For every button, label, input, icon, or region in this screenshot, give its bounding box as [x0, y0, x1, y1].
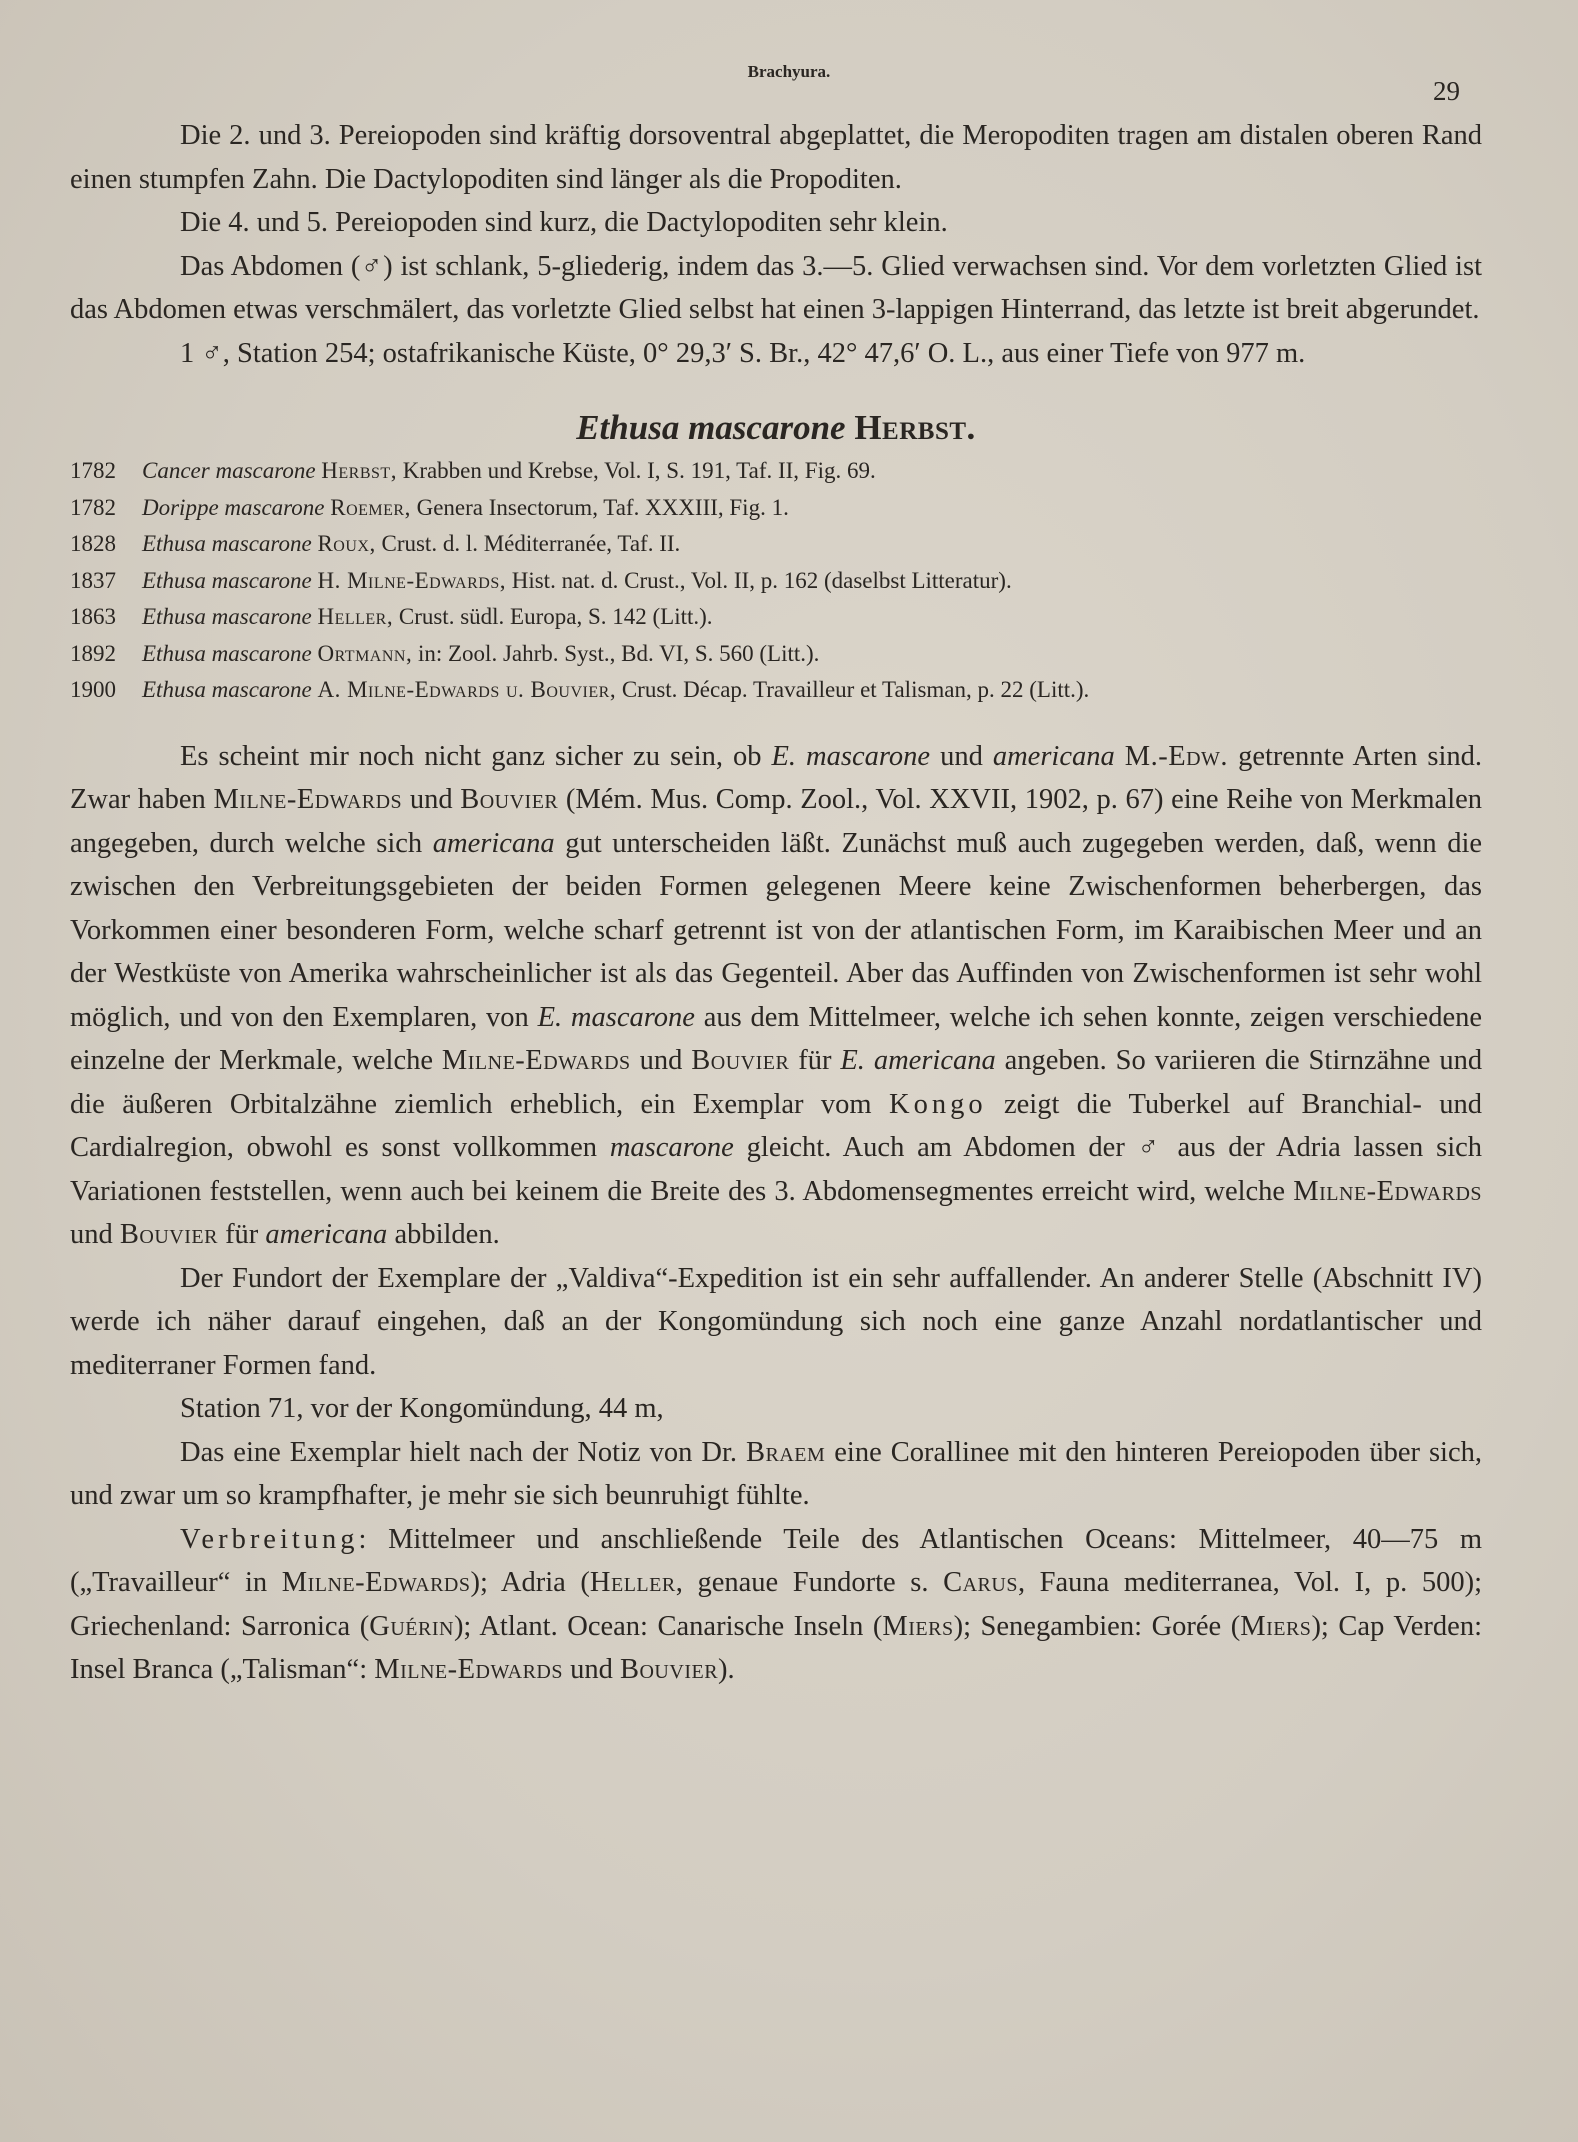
synonym-author: Roemer, — [330, 494, 411, 520]
taxon-name: mascarone — [609, 1132, 734, 1163]
text-run: zeigt die Tuberkel auf Branchial- und Cardialregion, obwohl es sonst vollkommen — [70, 1088, 1482, 1163]
text-run: angeben. So variieren die Stirnzähne und die äußeren Orbitalzähne ziemlich erheblich, ein Exemplar vom — [70, 1045, 1483, 1120]
synonym-name: Ethusa mascarone — [142, 567, 312, 593]
synonym-year: 1900 — [70, 677, 116, 702]
synonym-name: Cancer mascarone — [142, 458, 316, 483]
text-run: (Mém. Mus. Comp. Zool., Vol. XXVII, 1902, p. 67) eine Reihe von Merkmalen angegeben, durch welche sich — [70, 784, 1483, 859]
author-name: Milne-Edwards — [281, 1567, 471, 1598]
text-run: und — [570, 1654, 613, 1685]
taxon-name: E. mascarone — [537, 1001, 695, 1033]
synonym-author: Herbst, — [321, 458, 397, 483]
paragraph-verbreitung — [70, 1518, 1482, 1692]
text-run: gleicht. Auch am Abdomen der ♂ aus der Adria lassen sich Variationen feststellen, wenn auch bei keinem die Breite des 3. Abdomensegmentes erreicht wird, welche — [70, 1132, 1483, 1207]
paragraph-fundort: Der Fundort der Exemplare der „Valdiva“-Expedition ist ein sehr auffallender. An anderer Stelle (Abschnitt IV) werde ich näher darauf eingehen, daß an der Kongomündung sich noch eine ganze Anzahl nordatlantischer und mediterraner Formen fand. — [70, 1262, 1482, 1381]
page-content — [70, 114, 1482, 1692]
section-label: Verbreitung — [180, 1523, 359, 1555]
synonym-year: 1892 — [70, 640, 116, 666]
synonym-entry — [70, 453, 1482, 490]
text-run: ); Cap Verden: Insel Branca („Talisman“: — [70, 1610, 1482, 1685]
taxon-name: E. mascarone — [771, 740, 931, 772]
synonym-reference: Hist. nat. d. Crust., Vol. II, p. 162 (daselbst Litteratur). — [511, 567, 1012, 593]
author-name: Braem — [745, 1436, 826, 1468]
text-run: ); Atlant. Ocean: Canarische Inseln ( — [453, 1610, 883, 1642]
synonym-year: 1837 — [70, 567, 116, 593]
synonym-name: Ethusa mascarone — [142, 531, 312, 556]
taxon-name: E. americana — [840, 1045, 996, 1076]
synonym-name: Dorippe mascarone — [142, 494, 325, 520]
synonym-reference: Crust. d. l. Méditerranée, Taf. II. — [381, 531, 681, 556]
text-run: : Mittelmeer und anschließende Teile des Atlantischen Oceans: Mittelmeer, 40—75 m („Travailleur“ in — [70, 1523, 1482, 1598]
taxon-name: americana — [265, 1219, 388, 1250]
author-name: Guérin — [369, 1610, 454, 1642]
species-name: Ethusa mascarone — [576, 408, 846, 447]
synonymy-list — [70, 453, 1482, 709]
synonym-year: 1782 — [70, 458, 116, 483]
author-name: Bouvier — [619, 1654, 719, 1685]
author-name: Bouvier — [691, 1045, 790, 1076]
synonym-entry — [70, 599, 1482, 636]
page-number: 29 — [1433, 76, 1460, 106]
taxon-name: americana — [432, 827, 555, 859]
synonym-author: A. Milne-Edwards u. Bouvier, — [317, 677, 617, 702]
synonym-year: 1782 — [70, 494, 116, 520]
paragraph-discussion — [70, 735, 1482, 1257]
text-run: und — [940, 740, 983, 772]
text-run: ); Adria ( — [470, 1567, 590, 1598]
text-run: Es scheint mir noch nicht ganz sicher zu sein, ob — [180, 740, 762, 772]
text-run: und — [70, 1219, 113, 1250]
synonym-name: Ethusa mascarone — [142, 604, 312, 629]
paragraph-pereiopoden-2-3: Die 2. und 3. Pereiopoden sind kräftig dorsoventral abgeplattet, die Meropoditen tragen am distalen oberen Rand einen stumpfen Zahn. Die Dactylopoditen sind länger als die Propoditen. — [70, 120, 1482, 195]
synonym-author: Ortmann, — [317, 640, 413, 666]
text-run: und — [639, 1045, 683, 1076]
synonym-author: H. Milne-Edwards, — [317, 567, 506, 593]
synonym-name: Ethusa mascarone — [142, 640, 312, 666]
synonym-year: 1863 — [70, 604, 116, 629]
text-run: , Fauna mediterranea, Vol. I, p. 500); Griechenland: Sarronica ( — [70, 1567, 1483, 1642]
synonym-reference: in: Zool. Jahrb. Syst., Bd. VI, S. 560 (Litt.). — [417, 640, 820, 666]
author-name: Bouvier — [119, 1219, 218, 1250]
species-heading — [70, 405, 1482, 451]
text-run: aus dem Mittelmeer, welche ich sehen konnte, zeigen verschiedene einzelne der Merkmale, welche — [70, 1001, 1483, 1076]
synonym-entry — [70, 526, 1482, 563]
text-run: abbilden. — [394, 1219, 500, 1250]
author-name: M.-Edw. — [1124, 740, 1229, 772]
author-name: Milne-Edwards — [213, 784, 403, 815]
synonym-entry — [70, 636, 1482, 673]
text-run: getrennte Arten sind. Zwar haben — [70, 740, 1483, 815]
text-run: Das eine Exemplar hielt nach der Notiz von Dr. — [180, 1436, 737, 1468]
text-run: gut unterscheiden läßt. Zunächst muß auch zugegeben werden, daß, wenn die zwischen den Verbreitungsgebieten der beiden Formen gelegenen Meere keine Zwischenformen beherbergen, das Vorkommen einer besonderen Form, welche scharf getrennt ist von der atlantischen Form, im Karaibischen Meer und an der Westküste von Amerika wahrscheinlicher ist als das Gegenteil. Aber das Auffinden von Zwischenformen ist sehr wohl möglich, und von den Exemplaren, von — [70, 827, 1483, 1033]
author-name: Milne-Edwards — [441, 1045, 631, 1076]
text-run: und — [409, 784, 453, 815]
text-run: ). — [718, 1654, 735, 1685]
synonym-entry — [70, 490, 1482, 527]
synonym-author: Roux, — [317, 531, 376, 556]
synonym-reference: Krabben und Krebse, Vol. I, S. 191, Taf. II, Fig. 69. — [402, 458, 876, 483]
paragraph-pereiopoden-4-5: Die 4. und 5. Pereiopoden sind kurz, die Dactylopoditen sehr klein. — [180, 207, 948, 238]
paragraph-exemplar-notiz — [70, 1431, 1482, 1518]
running-head: Brachyura. — [747, 62, 831, 81]
synonym-year: 1828 — [70, 531, 116, 556]
paragraph-abdomen: Das Abdomen (♂) ist schlank, 5-gliederig, indem das 3.—5. Glied verwachsen sind. Vor dem vorletzten Glied ist das Abdomen etwas verschmälert, das vorletzte Glied selbst hat einen 3-lappigen Hinterrand, das letzte ist breit abgerundet. — [70, 250, 1482, 325]
locality-name: Kongo — [888, 1088, 987, 1120]
text-run: für — [225, 1219, 259, 1250]
synonym-name: Ethusa mascarone — [142, 677, 312, 702]
author-name: Miers — [882, 1610, 954, 1642]
text-run: , genaue Fundorte s. — [675, 1567, 929, 1598]
synonym-reference: Crust. Décap. Travailleur et Talisman, p. 22 (Litt.). — [621, 677, 1090, 702]
author-name: Milne-Edwards — [374, 1654, 563, 1685]
taxon-name: americana — [992, 740, 1115, 772]
paragraph-station-71: Station 71, vor der Kongomündung, 44 m, — [180, 1393, 664, 1424]
author-name: Milne-Edwards — [1293, 1175, 1483, 1207]
synonym-reference: Genera Insectorum, Taf. XXXIII, Fig. 1. — [416, 494, 789, 520]
author-name: Carus — [943, 1567, 1018, 1598]
synonym-entry — [70, 563, 1482, 600]
text-run: ); Senegambien: Gorée ( — [953, 1610, 1241, 1642]
synonym-reference: Crust. südl. Europa, S. 142 (Litt.). — [398, 604, 713, 629]
author-name: Bouvier — [460, 784, 559, 815]
text-run: eine Corallinee mit den hinteren Pereiopoden über sich, und zwar um so krampfhafter, je mehr sie sich beunruhigt fühlte. — [70, 1436, 1482, 1511]
synonym-author: Heller, — [317, 604, 394, 629]
author-name: Heller — [589, 1567, 676, 1598]
author-name: Miers — [1240, 1610, 1312, 1642]
species-author: Herbst. — [854, 408, 976, 447]
paragraph-station-254: 1 ♂, Station 254; ostafrikanische Küste, 0° 29,3′ S. Br., 42° 47,6′ O. L., aus einer Tiefe von 977 m. — [180, 337, 1306, 369]
text-run: für — [798, 1045, 832, 1076]
synonym-entry — [70, 672, 1482, 709]
